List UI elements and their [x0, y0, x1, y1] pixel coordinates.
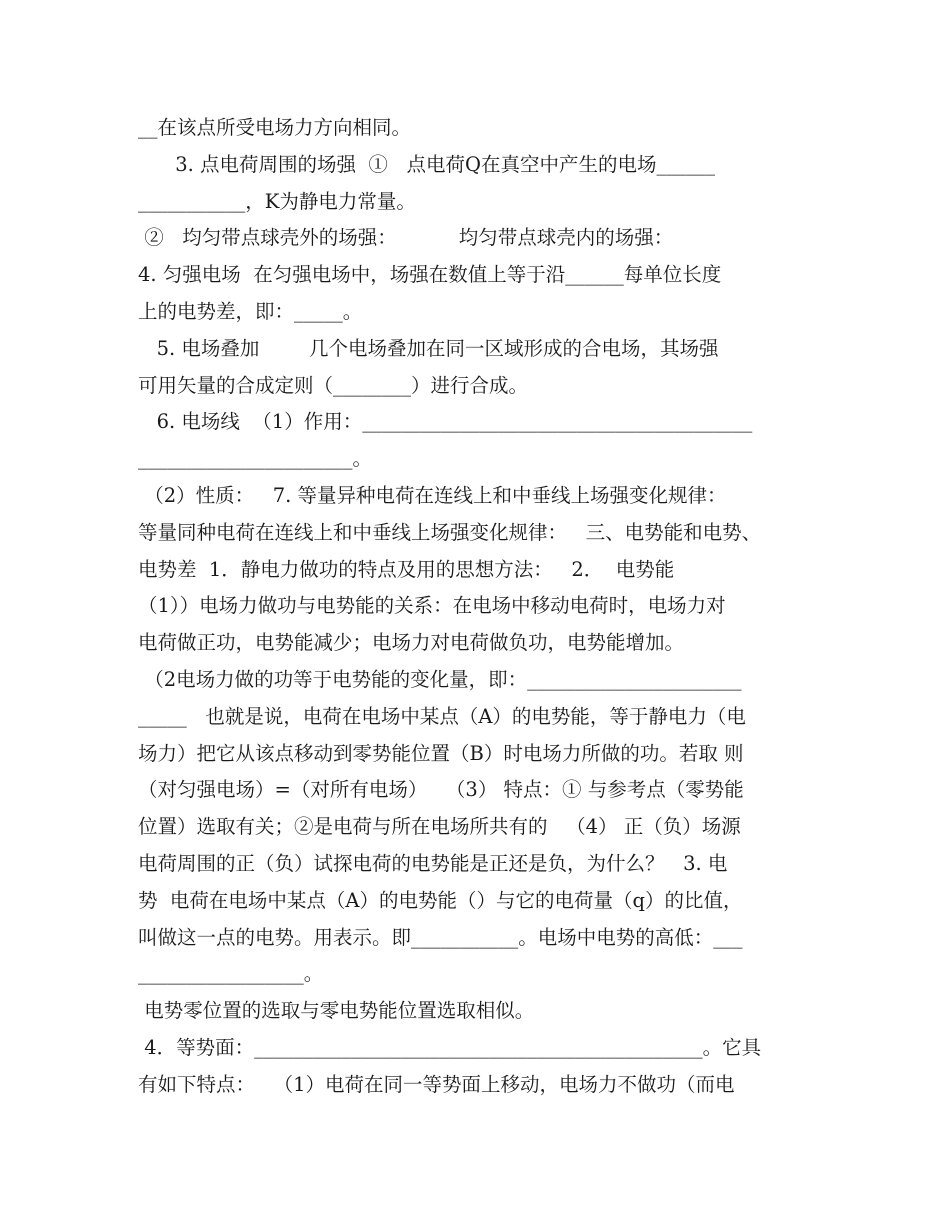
text-line: 可用矢量的合成定则（________）进行合成。	[138, 373, 529, 397]
text-line: 电势差 1．静电力做功的特点及用的思想方法： 2． 电势能	[138, 557, 675, 581]
text-line: 6. 电场线 （1）作用：________________________________________	[138, 410, 753, 434]
text-line: ______________________。	[138, 447, 373, 471]
text-line: 3. 点电荷周围的场强 ① 点电荷Q在真空中产生的电场______	[138, 152, 715, 176]
text-line: _________________。	[138, 962, 324, 986]
text-line: _____ 也就是说，电荷在电场中某点（A）的电势能，等于静电力（电	[138, 704, 746, 728]
text-line: __在该点所受电场力方向相同。	[138, 116, 412, 139]
text-line: 电荷做正功，电势能减少；电场力对电荷做负功，电势能增加。	[138, 631, 685, 655]
text-line: 有如下特点： （1）电荷在同一等势面上移动，电场力不做功（而电	[138, 1072, 735, 1096]
text-line: 电势零位置的选取与零电势能位置选取相似。	[138, 999, 535, 1023]
text-line: 4．等势面：______________________________________________。它具	[138, 1035, 762, 1059]
text-line: （1））电场力做功与电势能的关系：在电场中移动电荷时，电场力对	[138, 594, 726, 618]
text-line: 上的电势差，即：_____。	[138, 299, 363, 323]
text-line: 4. 匀强电场 在匀强电场中，场强在数值上等于沿______每单位长度	[138, 263, 722, 287]
text-line: 电荷周围的正（负）试探电荷的电势能是正还是负，为什么？ 3. 电	[138, 851, 728, 875]
text-line: 场力）把它从该点移动到零势能位置（B）时电场力所做的功。若取 则	[138, 741, 744, 765]
text-line: ___________，K为静电力常量。	[138, 189, 416, 213]
text-line: 位置）选取有关；②是电荷与所在电场所共有的 （4） 正（负）场源	[138, 815, 741, 839]
text-line: 叫做这一点的电势。用表示。即___________。电场中电势的高低：___	[138, 925, 743, 949]
text-line: （2）性质： 7. 等量异种电荷在连线上和中垂线上场强变化规律：	[138, 483, 727, 507]
text-line: 5. 电场叠加 几个电场叠加在同一区域形成的合电场，其场强	[138, 336, 719, 360]
text-line: （2电场力做的功等于电势能的变化量，即：______________________	[138, 667, 742, 691]
text-line: ② 均匀带点球壳外的场强： 均匀带点球壳内的场强：	[138, 226, 674, 250]
document-body	[138, 110, 814, 1104]
text-line: （对匀强电场）=（对所有电场） （3） 特点：① 与参考点（零势能	[138, 778, 744, 802]
text-line: 等量同种电荷在连线上和中垂线上场强变化规律： 三、电势能和电势、	[138, 520, 762, 544]
text-line: 势 电荷在电场中某点（A）的电势能（）与它的电荷量（q）的比值，	[138, 888, 743, 912]
